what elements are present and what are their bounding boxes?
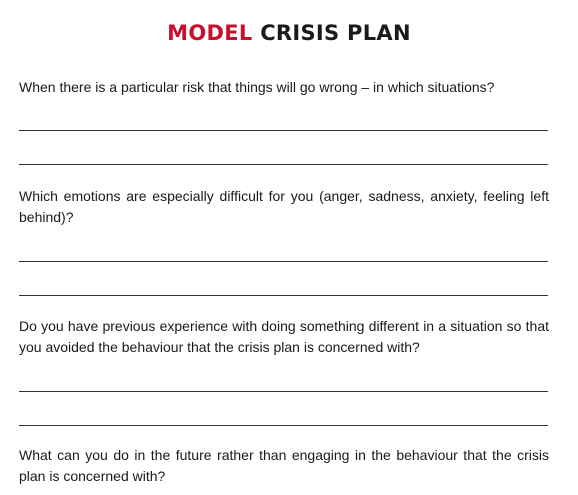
question-2: Which emotions are especially difficult for you (anger, sadness, anxiety, feeling left behind)? (19, 188, 549, 225)
page-title (0, 20, 578, 46)
answer-line-2a[interactable] (19, 261, 548, 262)
title-rest: CRISIS PLAN (260, 21, 411, 45)
question-3: Do you have previous experience with doing something different in a situation so that you avoided the behaviour that the crisis plan is concerned with? (19, 318, 549, 355)
answer-line-3a[interactable] (19, 391, 548, 392)
answer-line-3b[interactable] (19, 425, 548, 426)
title-accent: MODEL (167, 21, 253, 45)
answer-line-1a[interactable] (19, 130, 548, 131)
question-1: When there is a particular risk that things will go wrong – in which situations? (19, 79, 495, 95)
answer-line-2b[interactable] (19, 295, 548, 296)
answer-line-1b[interactable] (19, 164, 548, 165)
question-4: What can you do in the future rather than engaging in the behaviour that the crisis plan is concerned with? (19, 447, 549, 484)
